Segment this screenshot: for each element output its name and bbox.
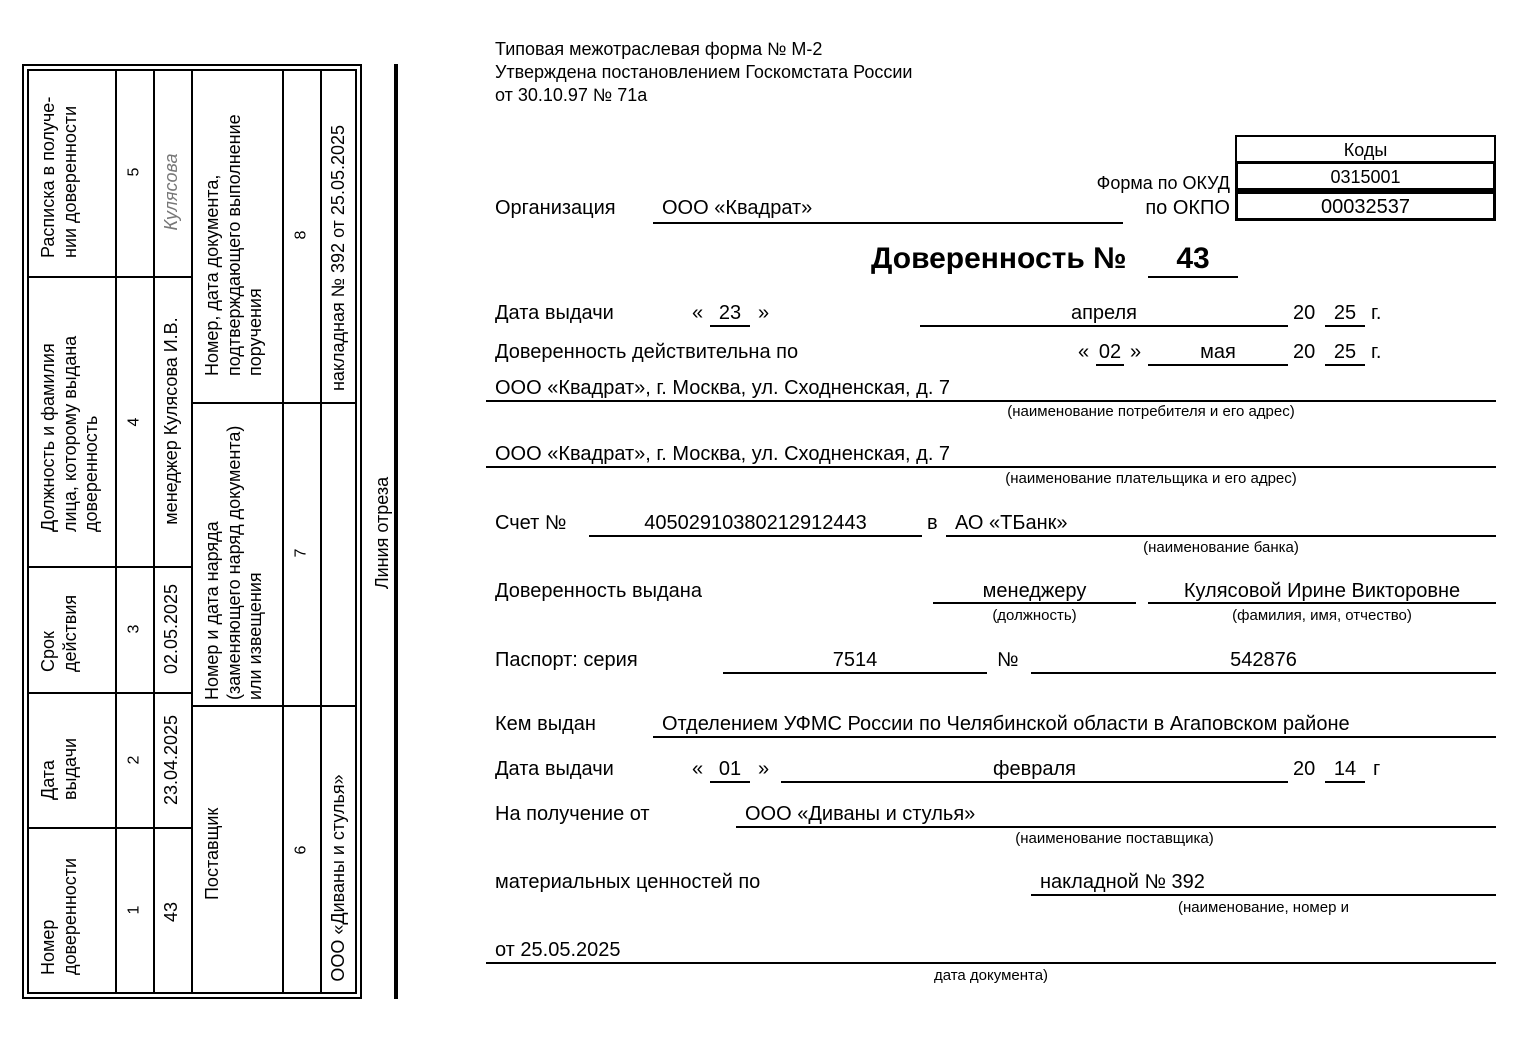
bank-line bbox=[946, 535, 1496, 537]
stub-value-person: менеджер Кулясова И.В. bbox=[161, 317, 182, 525]
stub-col-number: 2 bbox=[125, 755, 143, 765]
stub-header-4: Должность и фамилия лица, которому выдана доверенность bbox=[38, 335, 102, 532]
codes-title: Коды bbox=[1235, 135, 1496, 161]
stub-header-8: Номер, дата документа, подтверждающего выполнение поручения bbox=[202, 114, 266, 376]
issue-century: 20 bbox=[1293, 302, 1316, 324]
passport-year: 14 bbox=[1333, 758, 1357, 780]
okpo-value: 00032537 bbox=[1235, 191, 1496, 221]
organization-value: ООО «Квадрат» bbox=[662, 197, 813, 219]
stub-row-divider bbox=[191, 402, 357, 404]
stub-col-number: 7 bbox=[292, 548, 310, 558]
passport-century: 20 bbox=[1293, 758, 1316, 780]
stub-col-number: 1 bbox=[125, 905, 143, 915]
passport-year-suffix: г bbox=[1373, 758, 1381, 780]
passport-date-close-quote: » bbox=[758, 758, 770, 780]
issued-by-value: Отделением УФМС России по Челябинской области в Агаповском районе bbox=[662, 713, 1350, 735]
issue-year: 25 bbox=[1333, 302, 1357, 324]
valid-century: 20 bbox=[1293, 341, 1316, 363]
okud-label: Форма по ОКУД bbox=[1096, 173, 1230, 193]
form-header-line2: Утверждена постановлением Госкомстата России bbox=[495, 62, 913, 82]
materials-value: накладной № 392 bbox=[1040, 871, 1205, 893]
supplier-hint: (наименование поставщика) bbox=[1015, 830, 1214, 847]
stub-value-date: 23.04.2025 bbox=[161, 714, 182, 806]
supplier-value: ООО «Диваны и стулья» bbox=[745, 803, 976, 825]
stub-col-number: 5 bbox=[125, 167, 143, 177]
issued-by-label: Кем выдан bbox=[495, 713, 596, 735]
passport-number-line bbox=[1031, 672, 1496, 674]
stub-header-6: Поставщик bbox=[202, 807, 222, 900]
passport-date-label: Дата выдачи bbox=[495, 758, 614, 780]
stub-header-3: Срок действия bbox=[38, 594, 80, 672]
valid-day-line bbox=[1096, 364, 1124, 366]
document-line bbox=[486, 962, 1496, 964]
organization-line bbox=[653, 222, 1123, 224]
payer-value: ООО «Квадрат», г. Москва, ул. Сходненская, д. 7 bbox=[495, 443, 951, 465]
stub-divider bbox=[320, 69, 322, 994]
passport-number: 542876 bbox=[1230, 649, 1297, 671]
issued-to-label: Доверенность выдана bbox=[495, 580, 702, 602]
stub-row-divider bbox=[191, 705, 357, 707]
passport-month: февраля bbox=[993, 758, 1076, 780]
stub-col-number: 8 bbox=[292, 230, 310, 240]
supplier-label: На получение от bbox=[495, 803, 650, 825]
stub-col-number: 6 bbox=[292, 845, 310, 855]
issue-day: 23 bbox=[718, 302, 742, 324]
passport-label: Паспорт: серия bbox=[495, 649, 638, 671]
stub-value-supplier: ООО «Диваны и стулья» bbox=[328, 774, 349, 982]
name-value: Кулясовой Ирине Викторовне bbox=[1183, 580, 1461, 602]
account-line bbox=[589, 535, 922, 537]
consumer-hint: (наименование потребителя и его адрес) bbox=[1007, 403, 1295, 420]
form-header-line1: Типовая межотраслевая форма № М-2 bbox=[495, 39, 823, 59]
account-number: 40502910380212912443 bbox=[644, 512, 867, 534]
valid-open-quote: « bbox=[1078, 341, 1090, 363]
valid-year: 25 bbox=[1333, 341, 1357, 363]
stub-divider bbox=[153, 69, 155, 994]
supplier-line bbox=[736, 826, 1496, 828]
document-number: 43 bbox=[1176, 242, 1210, 275]
passport-year-line bbox=[1325, 781, 1365, 783]
stub-row-divider bbox=[27, 692, 193, 694]
issued-by-line bbox=[653, 736, 1496, 738]
cut-line-label: Линия отреза bbox=[372, 476, 393, 590]
stub-value-invoice: накладная № 392 от 25.05.2025 bbox=[328, 124, 349, 392]
passport-date-open-quote: « bbox=[692, 758, 704, 780]
passport-day: 01 bbox=[718, 758, 742, 780]
document-hint: дата документа) bbox=[933, 967, 1049, 984]
issue-month: апреля bbox=[1070, 302, 1138, 324]
account-in-label: в bbox=[927, 512, 938, 534]
consumer-line bbox=[486, 400, 1496, 402]
name-hint: (фамилия, имя, отчество) bbox=[1232, 607, 1412, 624]
consumer-value: ООО «Квадрат», г. Москва, ул. Сходненская, д. 7 bbox=[495, 377, 951, 399]
cut-line bbox=[394, 64, 398, 999]
stub-value-valid: 02.05.2025 bbox=[161, 583, 182, 675]
document-date-value: от 25.05.2025 bbox=[495, 939, 621, 961]
stub-row-divider bbox=[27, 276, 193, 278]
passport-series: 7514 bbox=[832, 649, 878, 671]
form-header bbox=[495, 38, 912, 107]
materials-label: материальных ценностей по bbox=[495, 871, 761, 893]
valid-month-line bbox=[1148, 364, 1288, 366]
bank-hint: (наименование банка) bbox=[1143, 539, 1299, 556]
issue-date-open-quote: « bbox=[692, 302, 704, 324]
form-header-line3: от 30.10.97 № 71а bbox=[495, 85, 648, 105]
valid-until-label: Доверенность действительна по bbox=[495, 341, 799, 363]
position-value: менеджеру bbox=[982, 580, 1087, 602]
passport-day-line bbox=[710, 781, 750, 783]
passport-number-label: № bbox=[997, 649, 1019, 671]
stub-col-number: 4 bbox=[125, 417, 143, 427]
valid-month: мая bbox=[1200, 341, 1236, 363]
passport-series-line bbox=[723, 672, 987, 674]
stub-col-number: 3 bbox=[125, 624, 143, 634]
organization-label: Организация bbox=[495, 197, 616, 219]
stub-header-7: Номер и дата наряда (заменяющего наряд документа) или извещения bbox=[202, 425, 266, 700]
document-title: Доверенность № bbox=[871, 242, 1127, 275]
title-number-line bbox=[1148, 276, 1238, 278]
issue-date-close-quote: » bbox=[758, 302, 770, 324]
valid-year-suffix: г. bbox=[1371, 341, 1382, 363]
materials-hint: (наименование, номер и bbox=[1178, 899, 1349, 916]
okud-value: 0315001 bbox=[1235, 161, 1496, 191]
position-hint: (должность) bbox=[992, 607, 1077, 624]
stub-divider bbox=[191, 69, 193, 994]
codes-box bbox=[1235, 135, 1496, 221]
passport-month-line bbox=[781, 781, 1288, 783]
stub-header-2: Дата выдачи bbox=[38, 737, 80, 800]
stub-value-number: 43 bbox=[161, 901, 182, 923]
bank-value: АО «ТБанк» bbox=[955, 512, 1068, 534]
issue-date-label: Дата выдачи bbox=[495, 302, 614, 324]
payer-line bbox=[486, 466, 1496, 468]
issue-day-line bbox=[710, 325, 750, 327]
payer-hint: (наименование плательщика и его адрес) bbox=[1005, 470, 1297, 487]
issue-year-line bbox=[1325, 325, 1365, 327]
stub-row-divider bbox=[27, 566, 193, 568]
stub-row-divider bbox=[27, 827, 193, 829]
valid-year-line bbox=[1325, 364, 1365, 366]
issue-month-line bbox=[920, 325, 1288, 327]
account-label: Счет № bbox=[495, 512, 567, 534]
valid-day: 02 bbox=[1098, 341, 1122, 363]
valid-close-quote: » bbox=[1130, 341, 1142, 363]
stub-divider bbox=[282, 69, 284, 994]
issue-year-suffix: г. bbox=[1371, 302, 1382, 324]
materials-line bbox=[1031, 894, 1496, 896]
stub-signature: Кулясова bbox=[161, 153, 182, 231]
stub-header-5: Расписка в получе- нии доверенности bbox=[38, 96, 80, 258]
stub-header-1: Номер доверенности bbox=[38, 857, 80, 975]
okpo-label: по ОКПО bbox=[1145, 197, 1230, 219]
stub-divider bbox=[115, 69, 117, 994]
